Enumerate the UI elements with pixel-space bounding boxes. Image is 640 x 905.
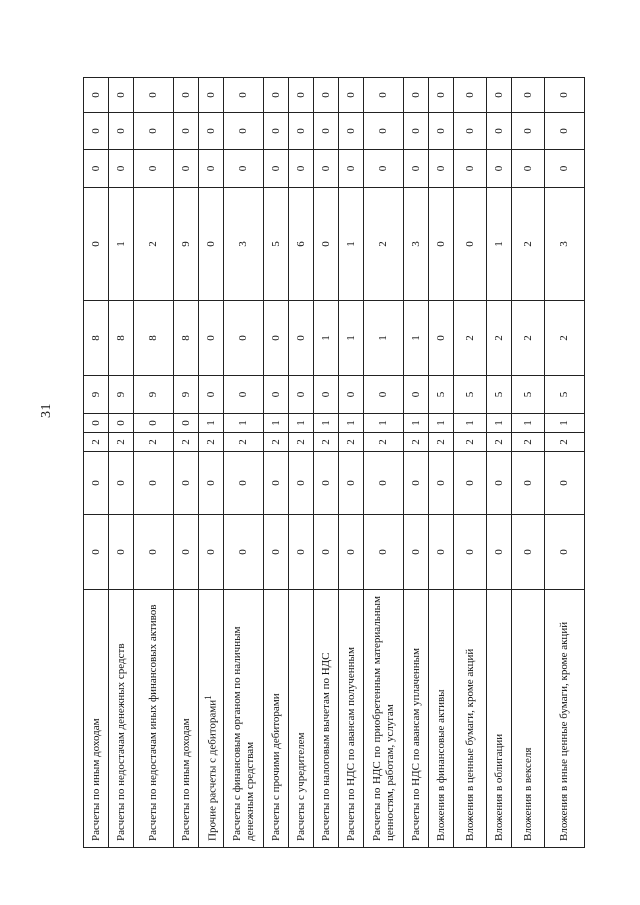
cell: 0 bbox=[339, 150, 364, 188]
cell: 0 bbox=[199, 515, 224, 590]
cell: 0 bbox=[314, 515, 339, 590]
cell: 0 bbox=[364, 113, 404, 150]
footnote-mark: 1 bbox=[203, 695, 214, 700]
cell: 0 bbox=[199, 188, 224, 301]
cell: 8 bbox=[174, 301, 199, 376]
cell: 0 bbox=[339, 113, 364, 150]
cell: 0 bbox=[429, 452, 454, 515]
cell: 0 bbox=[487, 78, 512, 113]
cell: 0 bbox=[487, 452, 512, 515]
row-name: Расчеты с финансовым органом по наличным денежным средствам bbox=[224, 590, 264, 848]
cell: 0 bbox=[289, 376, 314, 414]
cell: 0 bbox=[454, 188, 487, 301]
row-name: Вложения в облигации bbox=[487, 590, 512, 848]
cell: 2 bbox=[545, 433, 585, 452]
cell: 0 bbox=[314, 150, 339, 188]
cell: 0 bbox=[84, 150, 109, 188]
cell: 1 bbox=[199, 414, 224, 433]
cell: 0 bbox=[174, 414, 199, 433]
cell: 0 bbox=[545, 515, 585, 590]
row-name: Вложения в векселя bbox=[512, 590, 545, 848]
cell: 2 bbox=[134, 433, 174, 452]
cell: 0 bbox=[512, 150, 545, 188]
cell: 0 bbox=[289, 150, 314, 188]
cell: 0 bbox=[109, 414, 134, 433]
cell: 0 bbox=[289, 452, 314, 515]
cell: 2 bbox=[224, 433, 264, 452]
cell: 1 bbox=[512, 414, 545, 433]
cell: 0 bbox=[512, 452, 545, 515]
cell: 0 bbox=[289, 301, 314, 376]
cell: 9 bbox=[109, 376, 134, 414]
cell: 8 bbox=[109, 301, 134, 376]
cell: 0 bbox=[429, 188, 454, 301]
cell: 0 bbox=[134, 515, 174, 590]
cell: 0 bbox=[264, 113, 289, 150]
cell: 0 bbox=[84, 452, 109, 515]
cell: 0 bbox=[339, 78, 364, 113]
cell: 2 bbox=[512, 188, 545, 301]
cell: 0 bbox=[454, 515, 487, 590]
cell: 0 bbox=[174, 113, 199, 150]
cell: 0 bbox=[545, 452, 585, 515]
cell: 2 bbox=[364, 433, 404, 452]
cell: 0 bbox=[224, 113, 264, 150]
row-name: Расчеты по недостачам иных финансовых активов bbox=[134, 590, 174, 848]
table-row bbox=[454, 78, 487, 848]
cell: 0 bbox=[339, 376, 364, 414]
cell: 1 bbox=[487, 414, 512, 433]
cell: 1 bbox=[404, 301, 429, 376]
cell: 2 bbox=[314, 433, 339, 452]
table-row bbox=[134, 78, 174, 848]
row-name: Расчеты с прочими дебиторами bbox=[264, 590, 289, 848]
cell: 2 bbox=[289, 433, 314, 452]
cell: 0 bbox=[134, 78, 174, 113]
cell: 1 bbox=[264, 414, 289, 433]
cell: 0 bbox=[314, 452, 339, 515]
cell: 0 bbox=[404, 78, 429, 113]
cell: 0 bbox=[314, 78, 339, 113]
cell: 0 bbox=[264, 150, 289, 188]
cell: 0 bbox=[487, 113, 512, 150]
table-row bbox=[487, 78, 512, 848]
cell: 5 bbox=[512, 376, 545, 414]
table-row bbox=[364, 78, 404, 848]
cell: 9 bbox=[174, 188, 199, 301]
cell: 0 bbox=[364, 150, 404, 188]
cell: 1 bbox=[429, 414, 454, 433]
cell: 0 bbox=[199, 301, 224, 376]
cell: 0 bbox=[109, 113, 134, 150]
cell: 2 bbox=[404, 433, 429, 452]
cell: 0 bbox=[512, 515, 545, 590]
cell: 0 bbox=[404, 113, 429, 150]
cell: 0 bbox=[364, 515, 404, 590]
cell: 0 bbox=[512, 78, 545, 113]
cell: 2 bbox=[454, 433, 487, 452]
cell: 0 bbox=[199, 113, 224, 150]
cell: 0 bbox=[134, 113, 174, 150]
cell: 0 bbox=[314, 113, 339, 150]
cell: 5 bbox=[487, 376, 512, 414]
cell: 0 bbox=[84, 515, 109, 590]
cell: 0 bbox=[487, 150, 512, 188]
row-name: Вложения в ценные бумаги, кроме акций bbox=[454, 590, 487, 848]
cell: 0 bbox=[109, 452, 134, 515]
cell: 8 bbox=[134, 301, 174, 376]
cell: 1 bbox=[404, 414, 429, 433]
cell: 1 bbox=[289, 414, 314, 433]
cell: 0 bbox=[512, 113, 545, 150]
cell: 0 bbox=[545, 78, 585, 113]
cell: 0 bbox=[289, 515, 314, 590]
cell: 0 bbox=[545, 113, 585, 150]
cell: 0 bbox=[429, 113, 454, 150]
cell: 6 bbox=[289, 188, 314, 301]
cell: 0 bbox=[174, 78, 199, 113]
cell: 0 bbox=[109, 78, 134, 113]
cell: 9 bbox=[84, 376, 109, 414]
cell: 0 bbox=[339, 515, 364, 590]
table-row bbox=[109, 78, 134, 848]
cell: 0 bbox=[134, 150, 174, 188]
cell: 2 bbox=[109, 433, 134, 452]
cell: 0 bbox=[134, 452, 174, 515]
cell: 0 bbox=[174, 150, 199, 188]
table-row bbox=[404, 78, 429, 848]
cell: 0 bbox=[84, 78, 109, 113]
cell: 1 bbox=[314, 414, 339, 433]
cell: 9 bbox=[174, 376, 199, 414]
cell: 2 bbox=[545, 301, 585, 376]
cell: 2 bbox=[454, 301, 487, 376]
row-name: Расчеты по НДС по приобретенным материальным ценностям, работам, услугам bbox=[364, 590, 404, 848]
table-row bbox=[512, 78, 545, 848]
cell: 0 bbox=[404, 150, 429, 188]
cell: 0 bbox=[289, 113, 314, 150]
cell: 1 bbox=[454, 414, 487, 433]
row-name: Вложения в иные ценные бумаги, кроме акций bbox=[545, 590, 585, 848]
cell: 0 bbox=[364, 376, 404, 414]
cell: 0 bbox=[174, 515, 199, 590]
cell: 0 bbox=[224, 452, 264, 515]
cell: 5 bbox=[264, 188, 289, 301]
cell: 0 bbox=[174, 452, 199, 515]
cell: 0 bbox=[429, 150, 454, 188]
cell: 0 bbox=[454, 78, 487, 113]
cell: 2 bbox=[487, 301, 512, 376]
table-row bbox=[339, 78, 364, 848]
cell: 0 bbox=[224, 376, 264, 414]
row-name: Расчеты по налоговым вычетам по НДС bbox=[314, 590, 339, 848]
cell: 2 bbox=[512, 433, 545, 452]
cell: 2 bbox=[174, 433, 199, 452]
table-row bbox=[545, 78, 585, 848]
cell: 0 bbox=[224, 150, 264, 188]
cell: 0 bbox=[487, 515, 512, 590]
cell: 2 bbox=[199, 433, 224, 452]
cell: 1 bbox=[339, 414, 364, 433]
cell: 0 bbox=[364, 78, 404, 113]
cell: 1 bbox=[364, 414, 404, 433]
cell: 0 bbox=[454, 452, 487, 515]
row-name: Расчеты по иным доходам bbox=[174, 590, 199, 848]
cell: 0 bbox=[314, 188, 339, 301]
cell: 2 bbox=[84, 433, 109, 452]
cell: 0 bbox=[429, 515, 454, 590]
cell: 1 bbox=[364, 301, 404, 376]
cell: 9 bbox=[134, 376, 174, 414]
cell: 0 bbox=[264, 452, 289, 515]
cell: 0 bbox=[264, 515, 289, 590]
cell: 0 bbox=[364, 452, 404, 515]
page-number: 31 bbox=[39, 403, 54, 418]
cell: 1 bbox=[545, 414, 585, 433]
cell: 3 bbox=[224, 188, 264, 301]
cell: 1 bbox=[109, 188, 134, 301]
cell: 0 bbox=[199, 150, 224, 188]
cell: 1 bbox=[487, 188, 512, 301]
cell: 0 bbox=[429, 301, 454, 376]
cell: 0 bbox=[134, 414, 174, 433]
table-row bbox=[199, 78, 224, 848]
cell: 0 bbox=[199, 376, 224, 414]
row-name: Расчеты по недостачам денежных средств bbox=[109, 590, 134, 848]
cell: 0 bbox=[264, 301, 289, 376]
row-name bbox=[199, 590, 224, 848]
table-row bbox=[264, 78, 289, 848]
cell: 3 bbox=[404, 188, 429, 301]
cell: 0 bbox=[84, 188, 109, 301]
accounts-table bbox=[83, 77, 585, 848]
cell: 3 bbox=[545, 188, 585, 301]
cell: 0 bbox=[404, 452, 429, 515]
cell: 0 bbox=[84, 113, 109, 150]
cell: 0 bbox=[454, 150, 487, 188]
table-row bbox=[314, 78, 339, 848]
row-name-text: Прочие расчеты с дебиторами bbox=[206, 699, 219, 841]
table-row bbox=[224, 78, 264, 848]
cell: 0 bbox=[109, 515, 134, 590]
cell: 5 bbox=[454, 376, 487, 414]
row-name: Расчеты по НДС по авансам уплаченным bbox=[404, 590, 429, 848]
row-name: Расчеты с учредителем bbox=[289, 590, 314, 848]
cell: 0 bbox=[264, 376, 289, 414]
cell: 0 bbox=[429, 78, 454, 113]
cell: 0 bbox=[545, 150, 585, 188]
cell: 2 bbox=[487, 433, 512, 452]
cell: 2 bbox=[339, 433, 364, 452]
row-name: Вложения в финансовые активы bbox=[429, 590, 454, 848]
table-row bbox=[174, 78, 199, 848]
cell: 5 bbox=[429, 376, 454, 414]
cell: 2 bbox=[134, 188, 174, 301]
cell: 0 bbox=[289, 78, 314, 113]
cell: 1 bbox=[224, 414, 264, 433]
cell: 5 bbox=[545, 376, 585, 414]
cell: 0 bbox=[404, 515, 429, 590]
row-name: Расчеты по НДС по авансам полученным bbox=[339, 590, 364, 848]
row-name: Расчеты по иным доходам bbox=[84, 590, 109, 848]
cell: 0 bbox=[314, 376, 339, 414]
cell: 1 bbox=[339, 301, 364, 376]
cell: 0 bbox=[454, 113, 487, 150]
cell: 0 bbox=[199, 78, 224, 113]
cell: 1 bbox=[314, 301, 339, 376]
cell: 0 bbox=[339, 452, 364, 515]
rotated-page-content bbox=[39, 78, 608, 848]
cell: 0 bbox=[264, 78, 289, 113]
cell: 2 bbox=[429, 433, 454, 452]
cell: 1 bbox=[339, 188, 364, 301]
cell: 0 bbox=[404, 376, 429, 414]
table-row bbox=[429, 78, 454, 848]
cell: 2 bbox=[364, 188, 404, 301]
cell: 2 bbox=[512, 301, 545, 376]
cell: 0 bbox=[109, 150, 134, 188]
cell: 0 bbox=[224, 301, 264, 376]
cell: 0 bbox=[84, 414, 109, 433]
cell: 2 bbox=[264, 433, 289, 452]
table-row bbox=[289, 78, 314, 848]
cell: 0 bbox=[224, 78, 264, 113]
cell: 8 bbox=[84, 301, 109, 376]
cell: 0 bbox=[199, 452, 224, 515]
cell: 0 bbox=[224, 515, 264, 590]
table-row bbox=[84, 78, 109, 848]
